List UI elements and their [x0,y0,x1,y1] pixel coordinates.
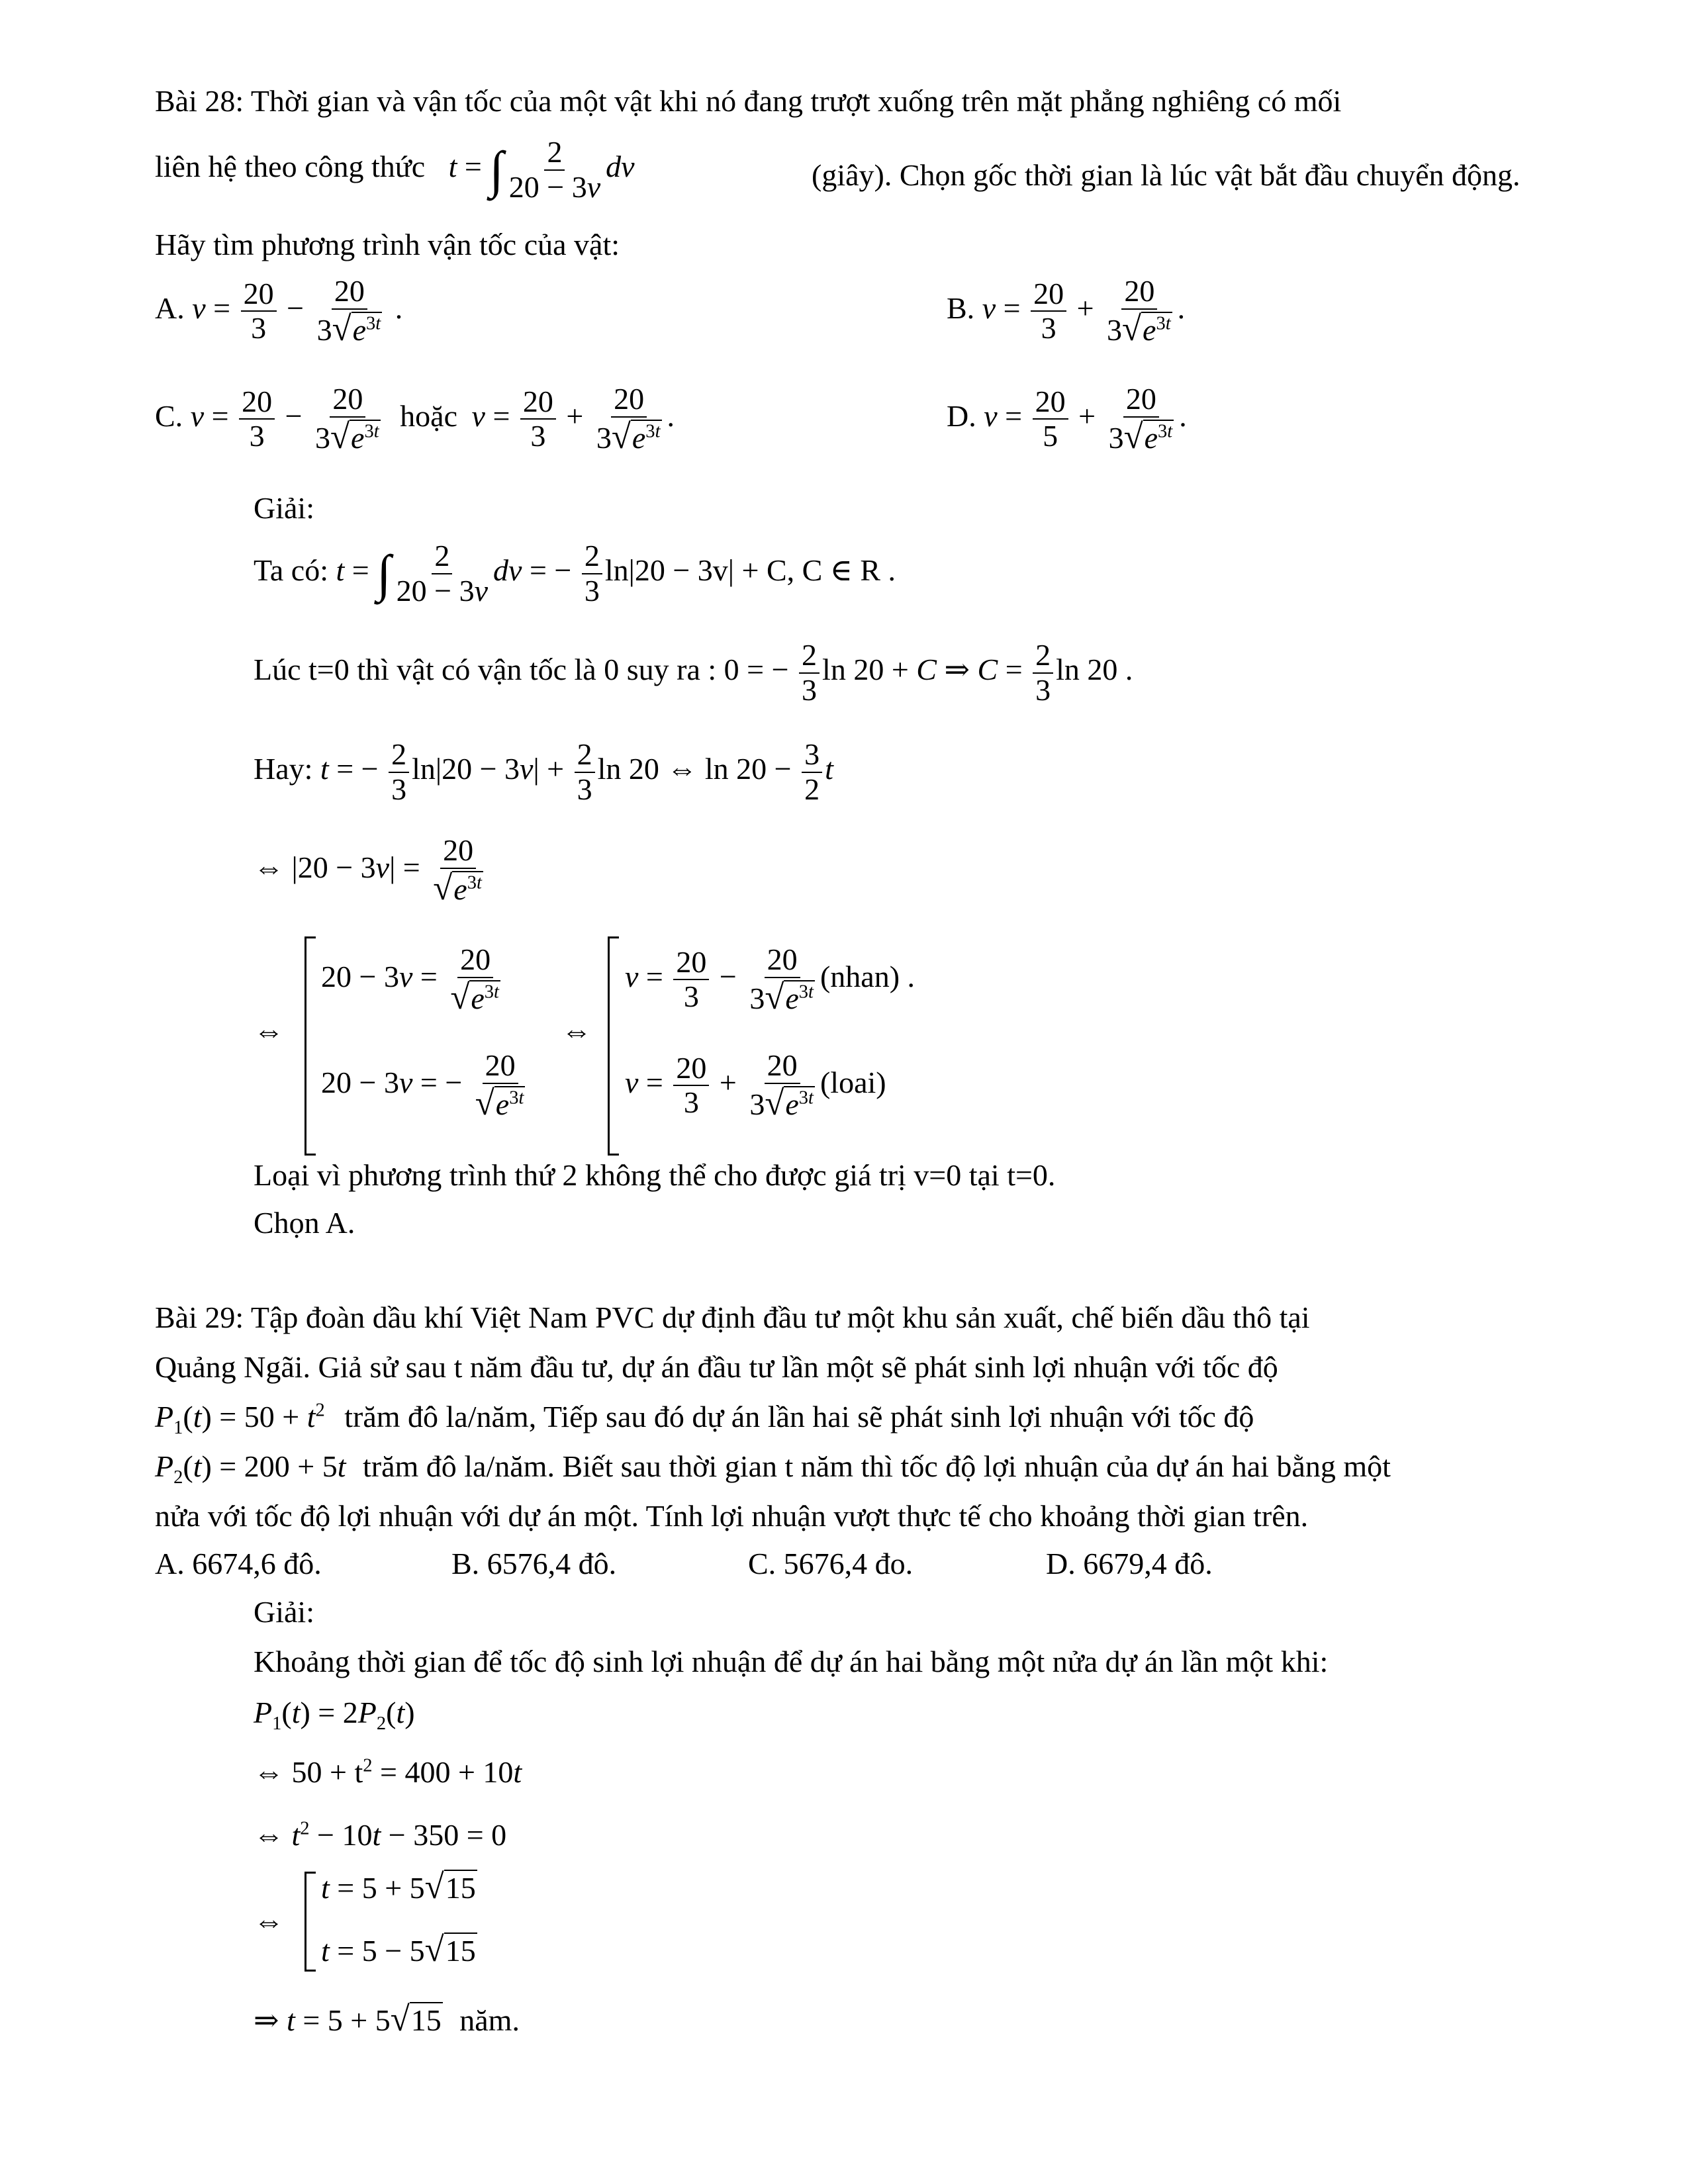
bai29-root-1: t = 5 + 5√15 [321,1868,476,1906]
bai28-giai: Giải: [254,491,314,525]
bai28-option-c: C. v = $\frac{20}{3}$ − $\frac{20}{3√e^{3t}}$ hoặc v = $\frac{20}{3}$ + $\frac{20}{3√e^{3t}}$ . [155,382,675,456]
bai28-taco: Ta có: t = ∫ $\frac{2}{20 - 3v}$ dv = − $\frac{2}{3}$ ln|20 − 3v| + C, C ∈ R . [254,539,896,608]
bai28-option-d: D. v = $\frac{20}{5}$ + $\frac{20}{3√e^{3t}}$ . [947,382,1187,456]
bai28-bracket-left [305,936,316,1156]
bai28-case-1: 20 − 3v = $\frac{20}{√e^{3t}}$ [321,942,499,1017]
bai29-option-a: A. 6674,6 đô. [155,1547,322,1580]
bai29-option-c: C. 5676,4 đo. [748,1547,914,1580]
bai29-line5: nửa với tốc độ lợi nhuận với dự án một. Tính lợi nhuận vượt thực tế cho khoảng thời gian trên. [155,1499,1309,1533]
bai29-root-2: t = 5 − 5√15 [321,1931,476,1969]
bai28-option-b: B. v = $\frac{20}{3}$ + $\frac{20}{3√e^{3t}}$ . [947,274,1186,348]
bai29-line2: Quảng Ngãi. Giả sử sau t năm đầu tư, dự án đầu tư lần một sẽ phát sinh lợi nhuận với tốc độ [155,1350,1278,1384]
bai28-hay: Hay: t = − $\frac{2}{3}$ ln|20 − 3v| + $\frac{2}{3}$ ln 20 ⇔ ln 20 − $\frac{3}{2}$ t [254,737,833,806]
bai29-eq-2: ⇔ $50 + t^2 = 400 + 10t$ [254,1755,522,1789]
bai28-case-v2: v = $\frac{20}{3}$ + $\frac{20}{3√e^{3t}}$ (loai) [625,1048,886,1122]
bai29-line4: $P_2(t) = 200 + 5t$ trăm đô la/năm. Biết sau thời gian t năm thì tốc độ lợi nhuận của dự án hai bằng một [155,1449,1391,1488]
bai28-line2: liên hệ theo công thức t = ∫ $\frac{2}{20 - 3v}$ dv [155,135,635,204]
bai29-option-d: D. 6679,4 đô. [1046,1547,1213,1580]
bai28-luc: Lúc t=0 thì vật có vận tốc là 0 suy ra : 0 = − $\frac{2}{3}$ ln 20 + C ⇒ C = $\frac{2}{3}$ ln 20 . [254,638,1133,707]
bai29-eq-3: ⇔ $t^2 - 10t - 350 = 0$ [254,1818,507,1852]
bai28-chon: Chọn A. [254,1206,355,1240]
bai28-line3: Hãy tìm phương trình vận tốc của vật: [155,228,620,261]
bai29-khoang: Khoảng thời gian để tốc độ sinh lợi nhuận để dự án hai bằng một nửa dự án lần một khi: [254,1645,1329,1678]
bai28-case-v1: v = $\frac{20}{3}$ − $\frac{20}{3√e^{3t}}$ (nhan) . [625,942,915,1017]
bai29-bracket [305,1872,316,1972]
bai28-abs-step: ⇔ |20 − 3v| = $\frac{20}{√e^{3t}}$ [254,833,482,907]
bai29-eq-1: $P_1(t) = 2P_2(t)$ [254,1696,415,1735]
bai28-line2-tail: (giây). Chọn gốc thời gian là lúc vật bắt đầu chuyển động. [812,158,1521,192]
bai28-option-a: A. v = $\frac{20}{3}$ − $\frac{20}{3√e^{3t}}$ . [155,274,403,348]
bai29-giai: Giải: [254,1595,314,1629]
bai29-result: ⇒ t = 5 + 5√15 năm. [254,2000,520,2038]
bai29-line3: $P_1(t) = 50 + t^2$ trăm đô la/năm, Tiếp sau đó dự án lần hai sẽ phát sinh lợi nhuận với tốc độ [155,1400,1254,1439]
bai29-line1: Bài 29: Tập đoàn dầu khí Việt Nam PVC dự định đầu tư một khu sản xuất, chế biến dầu thô tại [155,1300,1310,1334]
bai28-case-2: 20 − 3v = − $\frac{20}{√e^{3t}}$ [321,1048,524,1122]
bai29-option-b: B. 6576,4 đô. [451,1547,617,1580]
bai28-equiv-arrow-2: ⇔ [561,1014,592,1048]
bai29-equiv-arrow: ⇔ [254,1904,284,1938]
bai28-bracket-right [608,936,619,1156]
bai28-loai-vi: Loại vì phương trình thứ 2 không thể cho được giá trị v=0 tại t=0. [254,1158,1056,1192]
bai28-line1: Bài 28: Thời gian và vận tốc của một vật khi nó đang trượt xuống trên mặt phẳng nghiêng có mối [155,84,1342,118]
bai28-equiv-arrow-1: ⇔ [254,1014,284,1048]
